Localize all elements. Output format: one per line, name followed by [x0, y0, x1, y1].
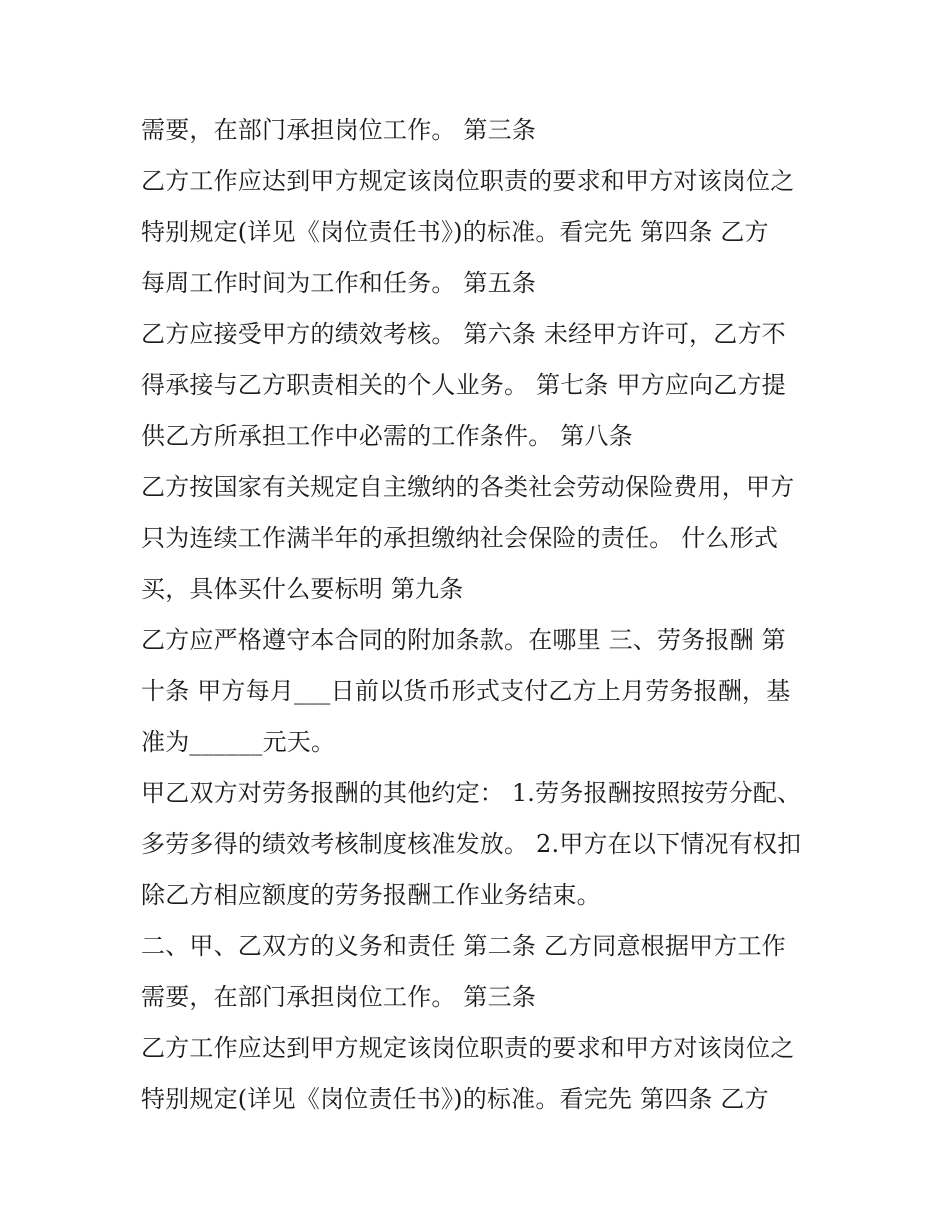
text-line: 得承接与乙方职责相关的个人业务。 第七条 甲方应向乙方提	[141, 371, 786, 399]
text-line: 多劳多得的绩效考核制度核准发放。 2.甲方在以下情况有权扣	[141, 830, 802, 858]
text-line: 需要，在部门承担岗位工作。 第三条	[141, 983, 537, 1011]
text-line: 十条 甲方每月___日前以货币形式支付乙方上月劳务报酬，基	[141, 677, 791, 705]
text-line: 特别规定(详见《岗位责任书》)的标准。看完先 第四条 乙方	[141, 1085, 769, 1113]
text-line: 二、甲、乙双方的义务和责任 第二条 乙方同意根据甲方工作	[141, 932, 786, 960]
text-line: 每周工作时间为工作和任务。 第五条	[141, 269, 537, 297]
text-line: 除乙方相应额度的劳务报酬工作业务结束。	[141, 881, 601, 909]
text-line: 准为______元天。	[141, 728, 336, 756]
text-line: 乙方工作应达到甲方规定该岗位职责的要求和甲方对该岗位之	[141, 1034, 795, 1062]
text-line: 乙方按国家有关规定自主缴纳的各类社会劳动保险费用，甲方	[141, 473, 795, 501]
text-line: 乙方应接受甲方的绩效考核。 第六条 未经甲方许可，乙方不	[141, 320, 786, 348]
text-line: 乙方工作应达到甲方规定该岗位职责的要求和甲方对该岗位之	[141, 167, 795, 195]
document-body	[141, 105, 841, 1125]
text-line: 特别规定(详见《岗位责任书》)的标准。看完先 第四条 乙方	[141, 218, 769, 246]
text-line: 只为连续工作满半年的承担缴纳社会保险的责任。 什么形式	[141, 524, 779, 552]
text-line: 乙方应严格遵守本合同的附加条款。在哪里 三、劳务报酬 第	[141, 626, 786, 654]
text-line: 买，具体买什么要标明 第九条	[141, 575, 464, 603]
text-line: 需要，在部门承担岗位工作。 第三条	[141, 116, 537, 144]
text-line: 甲乙双方对劳务报酬的其他约定： 1.劳务报酬按照按劳分配、	[141, 779, 802, 807]
text-line: 供乙方所承担工作中必需的工作条件。 第八条	[141, 422, 633, 450]
